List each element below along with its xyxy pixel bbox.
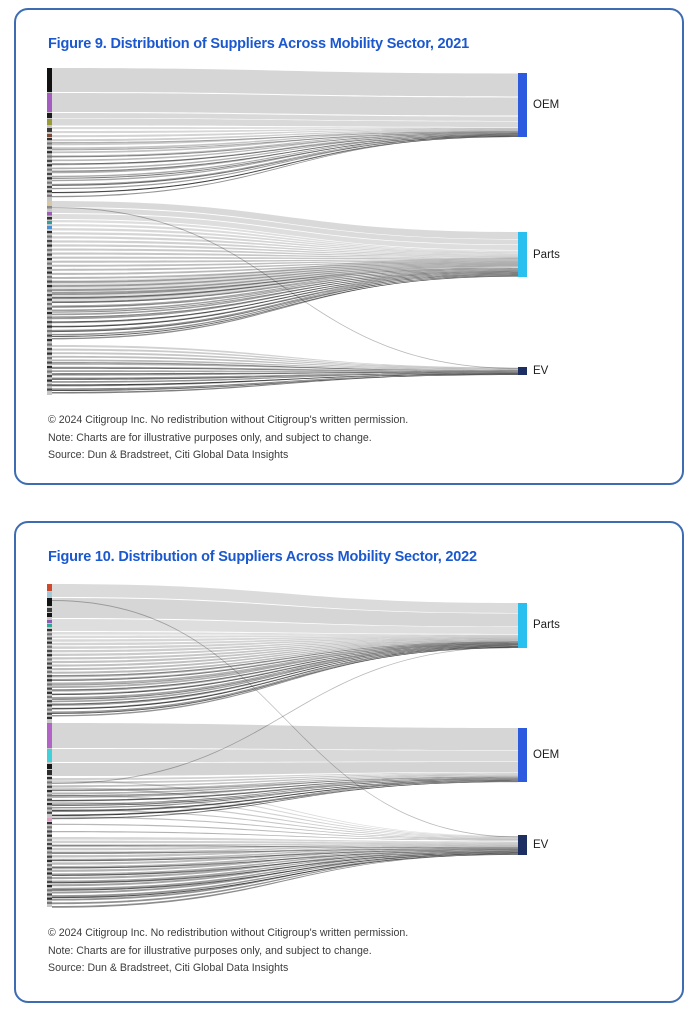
note-line: Note: Charts are for illustrative purposes only, and subject to change. <box>48 431 372 444</box>
node-label-ev: EV <box>533 365 549 378</box>
figure-9-card <box>14 8 684 485</box>
node-ev <box>518 367 527 375</box>
note-line: Note: Charts are for illustrative purposes only, and subject to change. <box>48 944 372 957</box>
node-label-parts: Parts <box>533 619 560 632</box>
node-label-ev: EV <box>533 839 549 852</box>
source-line: Source: Dun & Bradstreet, Citi Global Data Insights <box>48 449 289 461</box>
source-line: Source: Dun & Bradstreet, Citi Global Data Insights <box>48 962 289 974</box>
figure-10-card <box>14 521 684 1003</box>
copyright-line: © 2024 Citigroup Inc. No redistribution without Citigroup's written permission. <box>48 927 409 939</box>
figure-9-title: Figure 9. Distribution of Suppliers Across Mobility Sector, 2021 <box>48 36 469 52</box>
node-label-oem: OEM <box>533 99 560 112</box>
node-ev <box>518 835 527 855</box>
copyright-line: © 2024 Citigroup Inc. No redistribution without Citigroup's written permission. <box>48 414 409 426</box>
node-parts <box>518 232 527 277</box>
figure-9-footnotes <box>48 412 408 465</box>
node-oem <box>518 728 527 782</box>
figure-9-sankey-chart <box>30 62 674 404</box>
node-parts <box>518 603 527 648</box>
node-label-parts: Parts <box>533 249 560 262</box>
figure-10-title: Figure 10. Distribution of Suppliers Across Mobility Sector, 2022 <box>48 549 477 565</box>
node-oem <box>518 73 527 137</box>
figure-10-sankey-chart <box>30 575 674 917</box>
figure-10-footnotes <box>48 925 408 978</box>
node-label-oem: OEM <box>533 749 560 762</box>
